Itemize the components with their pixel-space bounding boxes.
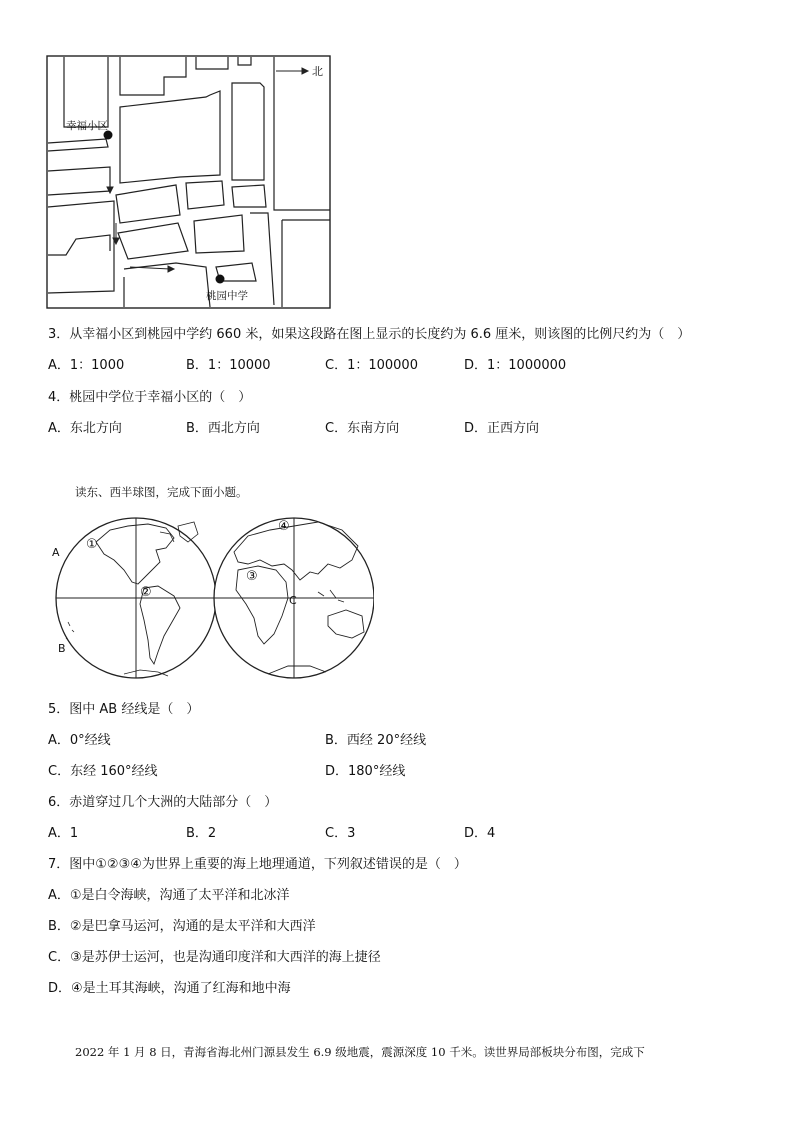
q3-option-a: A．1：1000: [48, 358, 125, 373]
question-7-stem: 7．图中①②③④为世界上重要的海上地理通道，下列叙述错误的是（ ）: [48, 857, 467, 872]
mark-3: ③: [246, 569, 258, 584]
place-b-dot: [216, 275, 225, 284]
question-3-stem: 3．从幸福小区到桃园中学约 660 米，如果这段路在图上显示的长度约为 6.6 厘米，则该图的比例尺约为（ ）: [48, 327, 691, 342]
place-b-label: 桃园中学: [206, 290, 248, 302]
mark-1-west: ①: [86, 537, 98, 552]
q4-option-a: A．东北方向: [48, 421, 122, 436]
bottom-passage: 2022 年 1 月 8 日，青海省海北州门源县发生 6.9 级地震，震源深度 10 千米。读世界局部板块分布图，完成下: [75, 1045, 645, 1059]
q4-option-b: B．西北方向: [186, 421, 260, 436]
north-label: 北: [312, 65, 323, 78]
place-a-label: 幸福小区: [66, 120, 108, 132]
q5-option-d: D．180°经线: [325, 764, 406, 779]
question-4-stem: 4．桃园中学位于幸福小区的（ ）: [48, 390, 252, 405]
question-6-stem: 6．赤道穿过几个大洲的大陆部分（ ）: [48, 795, 278, 810]
question-5-stem: 5．图中 AB 经线是（ ）: [48, 702, 200, 717]
q4-option-c: C．东南方向: [325, 421, 400, 436]
q5-option-b: B．西经 20°经线: [325, 733, 427, 748]
q6-option-d: D．4: [464, 826, 496, 841]
q5-option-a: A．0°经线: [48, 733, 111, 748]
q7-option-a: A．①是白令海峡，沟通了太平洋和北冰洋: [48, 888, 290, 903]
q6-option-c: C．3: [325, 826, 356, 841]
map2-intro: 读东、西半球图，完成下面小题。: [75, 485, 248, 499]
mark-2: ②: [140, 585, 152, 600]
label-c: C: [289, 594, 297, 607]
western-hemisphere: [56, 518, 216, 678]
q6-option-a: A．1: [48, 826, 79, 841]
mark-4: ④: [278, 519, 290, 534]
q4-option-d: D．正西方向: [464, 421, 540, 436]
hemisphere-map: [48, 512, 374, 684]
q3-option-d: D．1：1000000: [464, 358, 567, 373]
street-map: [46, 55, 332, 310]
q6-option-b: B．2: [186, 826, 217, 841]
label-a: A: [52, 546, 60, 559]
q3-option-b: B．1：10000: [186, 358, 271, 373]
q7-option-c: C．③是苏伊士运河，也是沟通印度洋和大西洋的海上捷径: [48, 950, 381, 965]
label-b: B: [58, 642, 66, 655]
q7-option-d: D．④是土耳其海峡，沟通了红海和地中海: [48, 981, 291, 996]
q7-option-b: B．②是巴拿马运河，沟通的是太平洋和大西洋: [48, 919, 316, 934]
q5-option-c: C．东经 160°经线: [48, 764, 158, 779]
q3-option-c: C．1：100000: [325, 358, 418, 373]
